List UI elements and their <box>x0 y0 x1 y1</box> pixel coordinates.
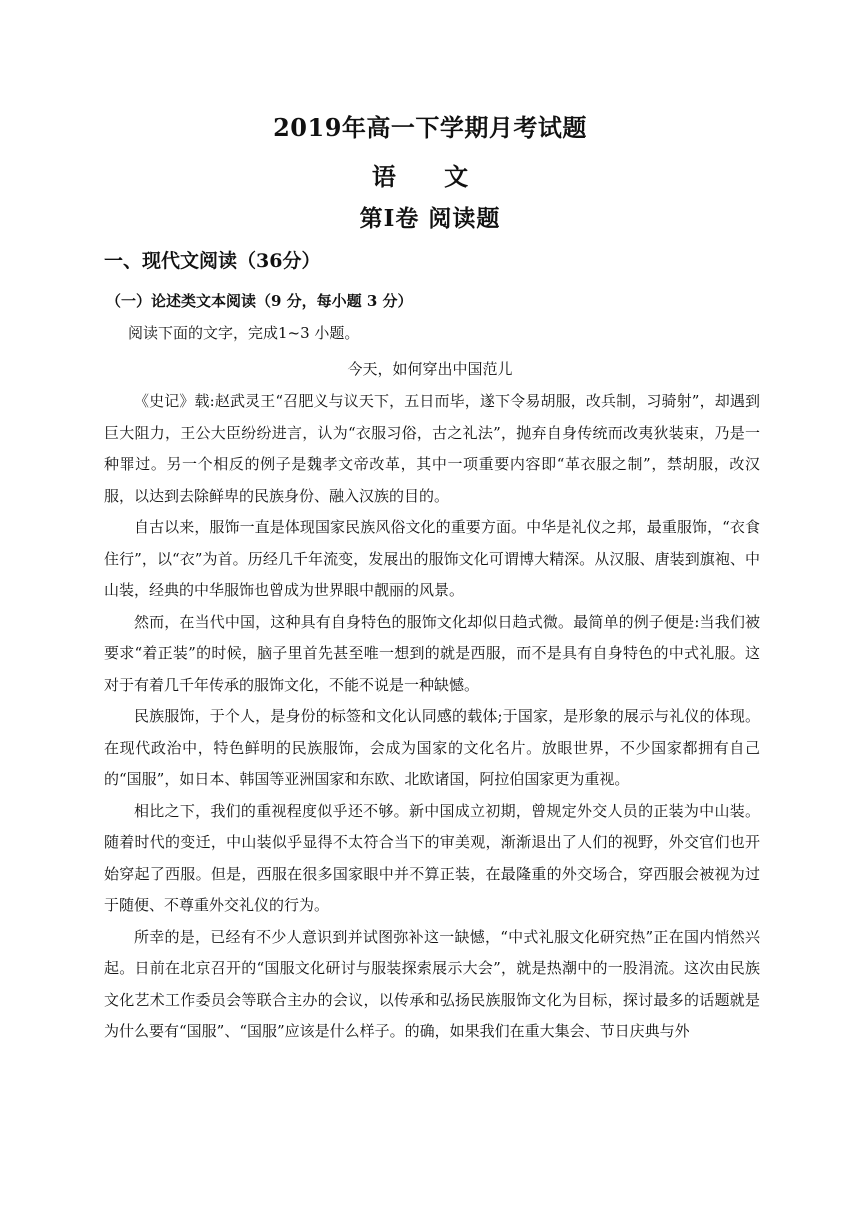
volume-title: 第Ⅰ卷 阅读题 <box>359 205 501 232</box>
paragraph-1: 《史记》载:赵武灵王“召肥义与议天下，五日而毕，遂下令易胡服，改兵制，习骑射”，却遇到巨大阻力，王公大臣纷纷进言，认为“衣服习俗，古之礼法”，抛弃自身传统而改夷狄装束，乃是一种罪过。另一个相反的例子是魏孝文帝改革，其中一项重要内容即“革衣服之制”，禁胡服，改汉服，以达到去除鲜卑的民族身份、融入汉族的目的。 <box>104 392 760 505</box>
paragraph-5: 相比之下，我们的重视程度似乎还不够。新中国成立初期，曾规定外交人员的正装为中山装。随着时代的变迁，中山装似乎显得不太符合当下的审美观，渐渐退出了人们的视野，外交官们也开始穿起了西服。但是，西服在很多国家眼中并不算正装，在最隆重的外交场合，穿西服会被视为过于随便、不尊重外交礼仪的行为。 <box>104 801 760 914</box>
subject-title: 语 文 <box>371 162 489 191</box>
section-heading: 一、现代文阅读（36分） <box>104 250 321 272</box>
article-title: 今天，如何穿出中国范儿 <box>347 360 513 378</box>
paragraph-3: 然而，在当代中国，这种具有自身特色的服饰文化却似日趋式微。最简单的例子便是:当我们被要求“着正装”的时候，脑子里首先甚至唯一想到的就是西服，而不是具有自身特色的中式礼服。这对于有着几千年传承的服饰文化，不能不说是一种缺憾。 <box>104 612 760 694</box>
paragraph-2: 自古以来，服饰一直是体现国家民族风俗文化的重要方面。中华是礼仪之邦，最重服饰，“衣食住行”，以“衣”为首。历经几千年流变，发展出的服饰文化可谓博大精深。从汉服、唐装到旗袍、中山装，经典的中华服饰也曾成为世界眼中靓丽的风景。 <box>104 518 760 599</box>
paragraph-6: 所幸的是，已经有不少人意识到并试图弥补这一缺憾，“中式礼服文化研究热”正在国内悄然兴起。日前在北京召开的“国服文化研讨与服装探索展示大会”，就是热潮中的一股涓流。这次由民族文化艺术工作委员会等联合主办的会议，以传承和弘扬民族服饰文化为目标，探讨最多的话题就是为什么要有“国服”、“国服”应该是什么样子。的确，如果我们在重大集会、节日庆典与外 <box>104 927 760 1040</box>
instruction-text: 阅读下面的文字，完成1~3 小题。 <box>128 324 360 342</box>
article-body <box>104 386 760 1048</box>
paragraph-4: 民族服饰，于个人，是身份的标签和文化认同感的载体;于国家，是形象的展示与礼仪的体现。在现代政治中，特色鲜明的民族服饰，会成为国家的文化名片。放眼世界，不少国家都拥有自己的“国服”，如日本、韩国等亚洲国家和东欧、北欧诸国，阿拉伯国家更为重视。 <box>104 707 760 788</box>
subsection-heading: （一）论述类文本阅读（9 分，每小题 3 分） <box>106 292 413 310</box>
exam-title: 2019年高一下学期月考试题 <box>273 113 587 142</box>
